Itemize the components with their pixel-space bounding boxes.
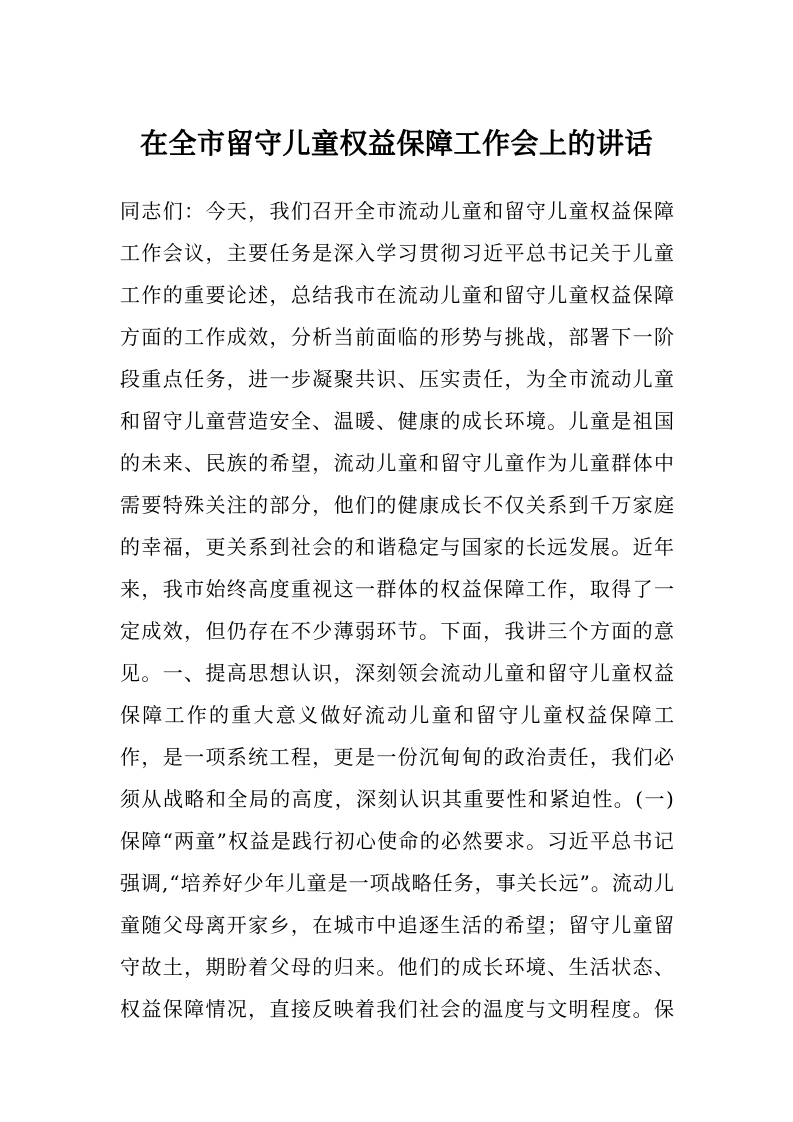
body-line: 作 ， 是 一 项 系 统 工 程 ， 更 是 一 份 沉 甸 甸 的 政 治 责 任 ， 我 们 必 [120,745,674,769]
body-line: 保 障 “ 两 童 ” 权 益 是 践 行 初 心 使 命 的 必 然 要 求 。 习 近 平 总 书 记 [120,829,674,853]
body-line: 和 留 守 儿 童 营 造 安 全 、 温 暖 、 健 康 的 成 长 环 境 。 儿 童 是 祖 国 [120,409,674,433]
body-line: 同 志 们 ： 今 天 ， 我 们 召 开 全 市 流 动 儿 童 和 留 守 儿 童 权 益 保 障 [120,199,674,223]
body-line: 方 面 的 工 作 成 效 ， 分 析 当 前 面 临 的 形 势 与 挑 战 ， 部 署 下 一 阶 [120,325,674,349]
body-line: 工 作 的 重 要 论 述 ， 总 结 我 市 在 流 动 儿 童 和 留 守 儿 童 权 益 保 障 [120,283,674,307]
body-line: 守 故 土 ， 期 盼 着 父 母 的 归 来 。 他 们 的 成 长 环 境 、 生 活 状 态 、 [120,955,674,979]
body-line: 童 随 父 母 离 开 家 乡 ， 在 城 市 中 追 逐 生 活 的 希 望 ； 留 守 儿 童 留 [120,913,674,937]
body-line: 强 调 , “ 培 养 好 少 年 儿 童 是 一 项 战 略 任 务 ， 事 关 长 远 ” 。 流 动 儿 [120,871,674,895]
body-line: 来 ， 我 市 始 终 高 度 重 视 这 一 群 体 的 权 益 保 障 工 作 ， 取 得 了 一 [120,577,674,601]
body-line: 的 未 来 、 民 族 的 希 望 ， 流 动 儿 童 和 留 守 儿 童 作 为 儿 童 群 体 中 [120,451,674,475]
body-line: 权 益 保 障 情 况 ， 直 接 反 映 着 我 们 社 会 的 温 度 与 文 明 程 度 。 保 [120,997,674,1021]
body-line: 见 。 一 、 提 高 思 想 认 识 ， 深 刻 领 会 流 动 儿 童 和 留 守 儿 童 权 益 [120,661,674,685]
body-line: 须 从 战 略 和 全 局 的 高 度 ， 深 刻 认 识 其 重 要 性 和 紧 迫 性 。 ( 一 ) [120,787,674,811]
body-line: 工 作 会 议 ， 主 要 任 务 是 深 入 学 习 贯 彻 习 近 平 总 书 记 关 于 儿 童 [120,241,674,265]
document-body [120,190,674,1030]
body-line: 保 障 工 作 的 重 大 意 义 做 好 流 动 儿 童 和 留 守 儿 童 权 益 保 障 工 [120,703,674,727]
document-title: 在全市留守儿童权益保障工作会上的讲话 [139,127,653,160]
body-line: 需 要 特 殊 关 注 的 部 分 ， 他 们 的 健 康 成 长 不 仅 关 系 到 千 万 家 庭 [120,493,674,517]
body-line: 定 成 效 ， 但 仍 存 在 不 少 薄 弱 环 节 。 下 面 ， 我 讲 三 个 方 面 的 意 [120,619,674,643]
body-line: 段 重 点 任 务 ， 进 一 步 凝 聚 共 识 、 压 实 责 任 ， 为 全 市 流 动 儿 童 [120,367,674,391]
body-line: 的 幸 福 ， 更 关 系 到 社 会 的 和 谐 稳 定 与 国 家 的 长 远 发 展 。 近 年 [120,535,674,559]
